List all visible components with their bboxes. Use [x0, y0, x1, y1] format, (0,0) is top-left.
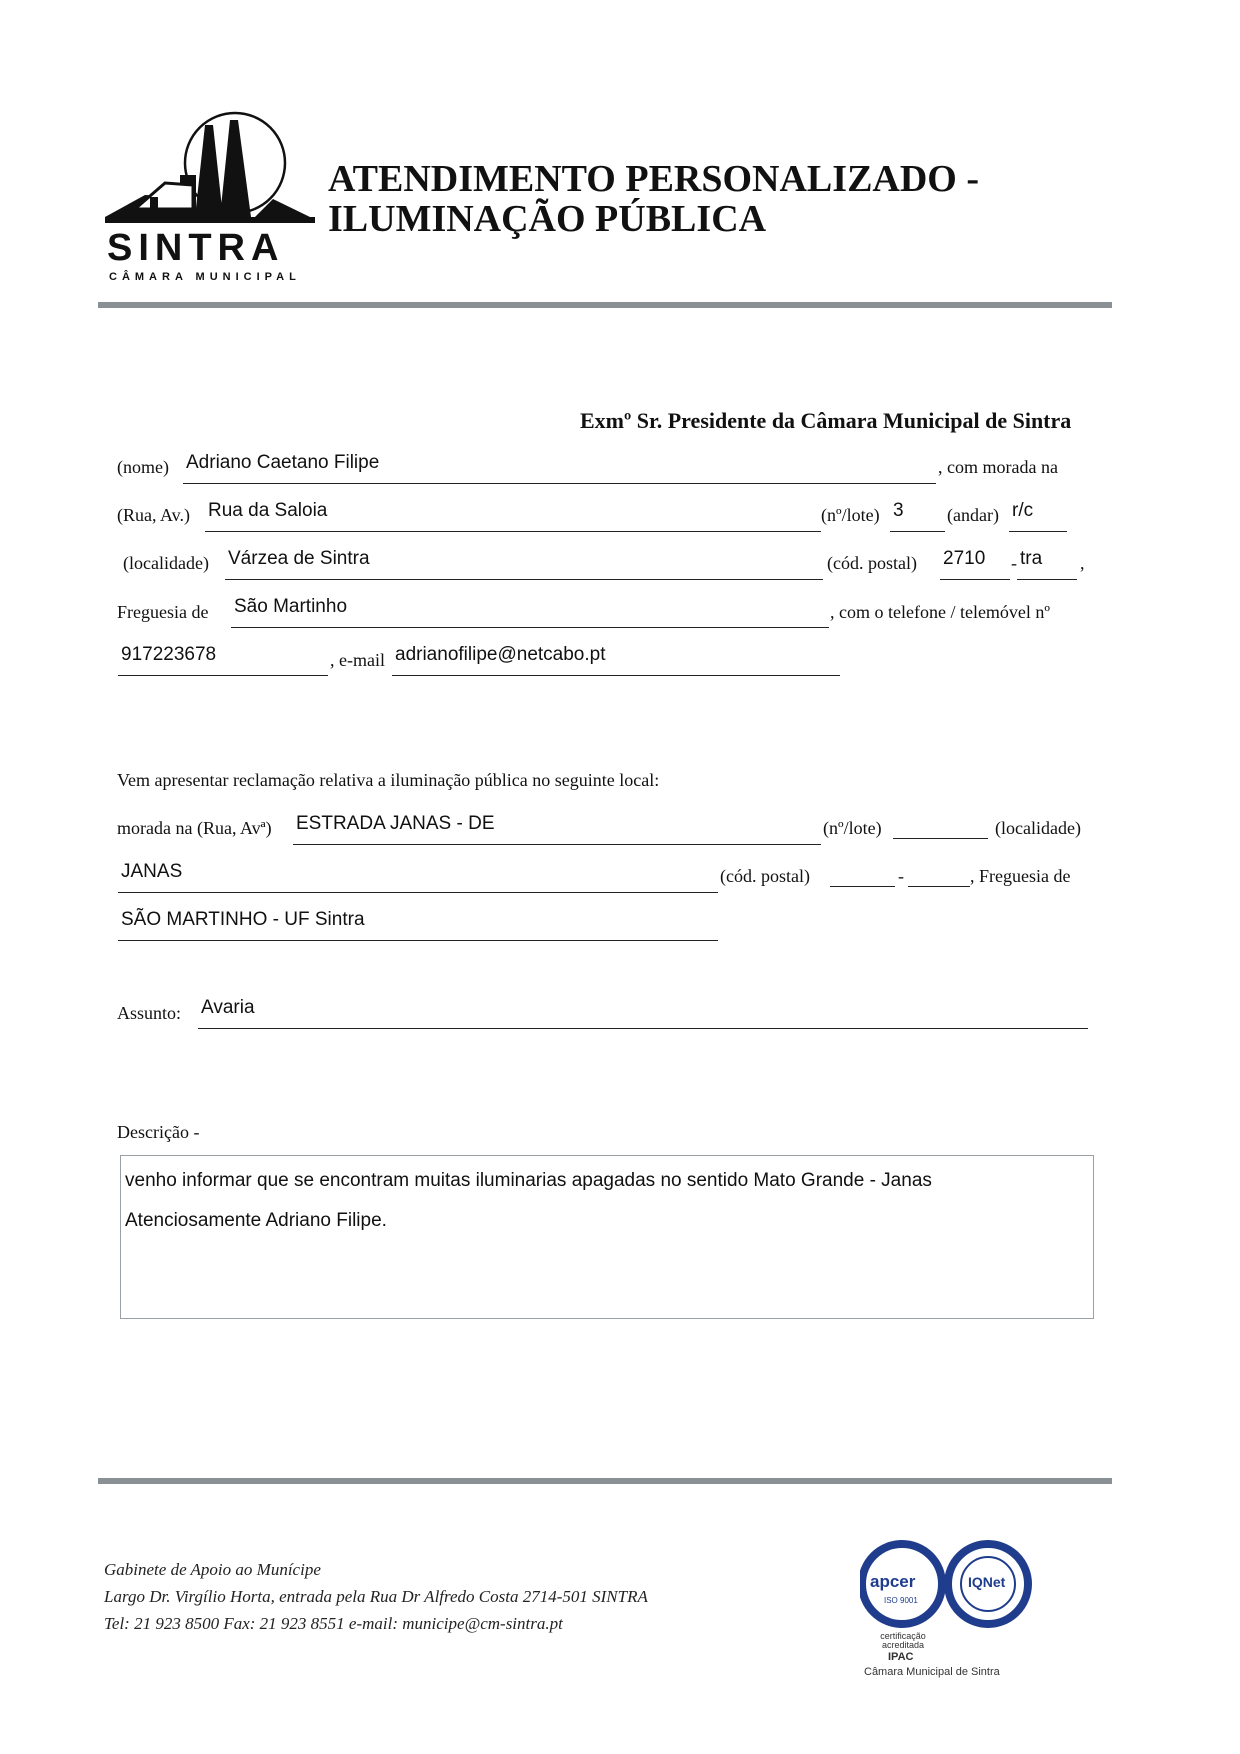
- complaint-morada-underline: [293, 844, 821, 845]
- complaint-morada-label: morada na (Rua, Avª): [117, 818, 272, 838]
- logo-subtitle: CÂMARA MUNICIPAL: [109, 271, 301, 283]
- descricao-box[interactable]: [120, 1155, 1094, 1319]
- localidade-field[interactable]: Várzea de Sintra: [228, 548, 370, 569]
- assunto-field[interactable]: Avaria: [201, 997, 255, 1018]
- footer-line-2: Largo Dr. Virgílio Horta, entrada pela Rua Dr Alfredo Costa 2714-501 SINTRA: [104, 1587, 648, 1606]
- title-line-1: ATENDIMENTO PERSONALIZADO -: [328, 158, 980, 200]
- rua-field[interactable]: Rua da Saloia: [208, 500, 328, 521]
- andar-field[interactable]: r/c: [1012, 500, 1034, 521]
- descricao-line-2: Atenciosamente Adriano Filipe.: [125, 1210, 387, 1231]
- complaint-localidade-field[interactable]: JANAS: [121, 861, 183, 882]
- iso-label: ISO 9001: [884, 1596, 918, 1605]
- rua-underline: [205, 531, 821, 532]
- footer-divider: [98, 1478, 1112, 1484]
- addressee: Exmº Sr. Presidente da Câmara Municipal de Sintra: [580, 408, 1072, 433]
- apcer-label: apcer: [870, 1572, 916, 1591]
- cod-postal-dash: -: [1011, 553, 1017, 573]
- localidade-label: (localidade): [123, 553, 209, 573]
- cod-postal-2-field[interactable]: tra: [1020, 548, 1043, 569]
- andar-label: (andar): [947, 505, 999, 525]
- complaint-localidade-underline: [118, 892, 718, 893]
- telefone-underline: [118, 675, 328, 676]
- sintra-palace-icon: [105, 105, 325, 230]
- telefone-field[interactable]: 917223678: [121, 644, 217, 665]
- header-divider: [98, 302, 1112, 308]
- cod-postal-1-underline: [940, 579, 1010, 580]
- complaint-freguesia-underline: [118, 940, 718, 941]
- descricao-line-1: venho informar que se encontram muitas iluminarias apagadas no sentido Mato Grande - Janas: [125, 1170, 932, 1191]
- complaint-freguesia-field[interactable]: SÃO MARTINHO - UF Sintra: [121, 909, 365, 930]
- freguesia-underline: [231, 627, 829, 628]
- lote-underline: [890, 531, 945, 532]
- freguesia-label: Freguesia de: [117, 602, 209, 622]
- complaint-cod-postal-dash: -: [898, 866, 904, 886]
- title-line-2: ILUMINAÇÃO PÚBLICA: [328, 197, 767, 240]
- email-label: , e-mail: [330, 650, 385, 670]
- nome-underline: [183, 483, 936, 484]
- iqnet-label: IQNet: [968, 1574, 1006, 1590]
- certification-badges: [860, 1540, 1035, 1680]
- complaint-freguesia-label: , Freguesia de: [970, 866, 1071, 886]
- cod-postal-1-field[interactable]: 2710: [943, 548, 986, 569]
- andar-underline: [1009, 531, 1067, 532]
- complaint-morada-field[interactable]: ESTRADA JANAS - DE: [296, 813, 495, 834]
- footer-line-3: Tel: 21 923 8500 Fax: 21 923 8551 e-mail: municipe@cm-sintra.pt: [104, 1614, 563, 1633]
- freguesia-field[interactable]: São Martinho: [234, 596, 348, 617]
- page-title: [328, 160, 979, 240]
- email-field[interactable]: adrianofilipe@netcabo.pt: [395, 644, 606, 665]
- complaint-cod-postal-label: (cód. postal): [720, 866, 810, 886]
- morada-suffix: , com morada na: [938, 457, 1058, 477]
- cert-text: certificação acreditada: [880, 1631, 926, 1650]
- lote-field[interactable]: 3: [893, 500, 904, 521]
- cod-postal-label: (cód. postal): [827, 553, 917, 573]
- complaint-lote-label: (nº/lote): [823, 818, 882, 838]
- telefone-label: , com o telefone / telemóvel nº: [830, 602, 1051, 622]
- sintra-logo: [105, 105, 325, 285]
- nome-field[interactable]: Adriano Caetano Filipe: [186, 452, 380, 473]
- ipac-label: IPAC: [888, 1651, 914, 1663]
- assunto-underline: [198, 1028, 1088, 1029]
- assunto-label: Assunto:: [117, 1003, 182, 1023]
- descricao-label: Descrição -: [117, 1122, 200, 1142]
- comma: ,: [1080, 553, 1085, 573]
- cert-organization: Câmara Municipal de Sintra: [864, 1666, 1000, 1678]
- complaint-cod-postal-2-underline[interactable]: [908, 886, 970, 887]
- rua-label: (Rua, Av.): [117, 505, 190, 525]
- footer-line-1: Gabinete de Apoio ao Munícipe: [104, 1560, 321, 1579]
- lote-label: (nº/lote): [821, 505, 880, 525]
- localidade-underline: [225, 579, 823, 580]
- complaint-localidade-label: (localidade): [995, 818, 1081, 838]
- cod-postal-2-underline: [1017, 579, 1077, 580]
- email-underline: [392, 675, 840, 676]
- logo-name: SINTRA: [107, 227, 285, 269]
- complaint-cod-postal-1-underline[interactable]: [830, 886, 895, 887]
- complaint-intro: Vem apresentar reclamação relativa a iluminação pública no seguinte local:: [117, 770, 660, 790]
- complaint-lote-underline[interactable]: [893, 838, 988, 839]
- nome-label: (nome): [117, 457, 169, 477]
